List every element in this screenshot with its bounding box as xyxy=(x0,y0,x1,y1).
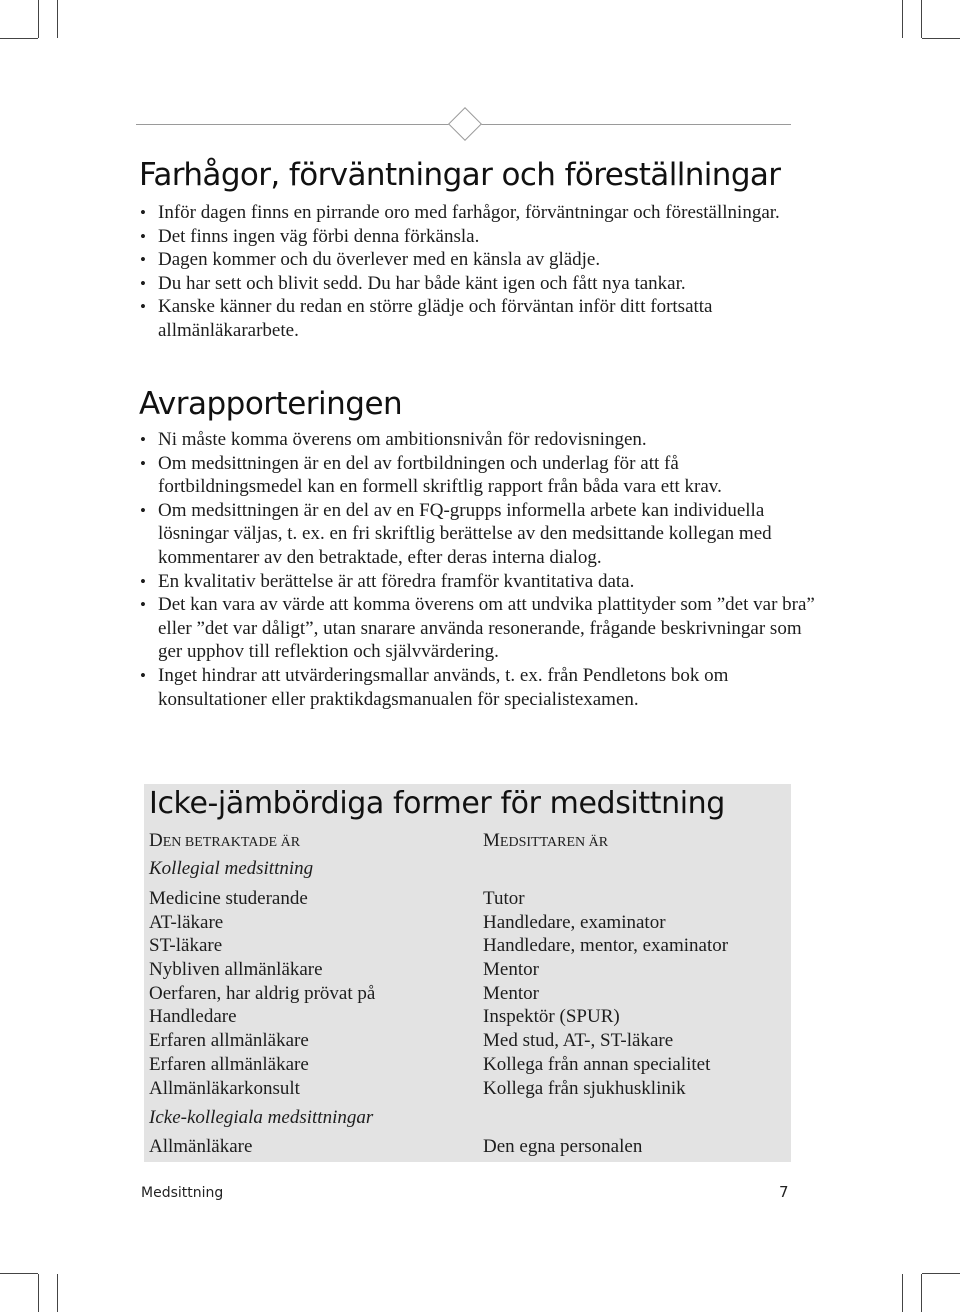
crop-mark xyxy=(57,0,58,38)
section-title-reporting: Avrapporteringen xyxy=(139,386,403,422)
expectations-list xyxy=(139,201,819,343)
reporting-list xyxy=(139,428,819,711)
table-row xyxy=(149,982,789,1006)
list-item: • Om medsittningen är en del av en FQ-grupps informella arbete kan individuella lösningar väljas, t. ex. en fri skriftlig berättelse av den medsittande kollegan med kommentarer av den betraktade, efter deras interna dialog. xyxy=(139,499,819,570)
list-item: • Inför dagen finns en pirrande oro med farhågor, förväntningar och föreställningar. xyxy=(139,201,819,225)
crop-mark xyxy=(38,1274,39,1312)
observed-cell: Erfaren allmänläkare xyxy=(149,1030,309,1052)
page-number: 7 xyxy=(779,1183,789,1201)
crop-mark xyxy=(922,38,960,39)
footer-label: Medsittning xyxy=(141,1185,224,1201)
observed-cell: Allmänläkarkonsult xyxy=(149,1077,300,1099)
list-item: • Inget hindrar att utvärderingsmallar används, t. ex. från Pendletons bok om konsultationer eller praktikdagsmanualen för specialistexamen. xyxy=(139,664,819,711)
crop-mark xyxy=(902,0,903,38)
observer-cell: Handledare, mentor, examinator xyxy=(483,935,729,957)
crop-mark xyxy=(0,38,38,39)
crop-mark xyxy=(921,0,922,38)
list-item: • Det kan vara av värde att komma överens om att undvika plattityder som ”det var bra” eller ”det var dåligt”, utan snarare använda resonerande, frågande beskrivningar som ger upphov till reflektion och självvärdering. xyxy=(139,593,819,664)
list-item: • Du har sett och blivit sedd. Du har både känt igen och fått nya tankar. xyxy=(139,272,819,296)
observer-cell: Den egna personalen xyxy=(483,1136,643,1157)
crop-mark xyxy=(902,1274,903,1312)
observer-cell: Mentor xyxy=(483,982,539,1004)
crop-mark xyxy=(922,1273,960,1274)
list-item: • Om medsittningen är en del av fortbildningen och underlag för att få fortbildningsmedel kan en formell skriftlig rapport från båda vara ett krav. xyxy=(139,452,819,499)
observer-cell: Handledare, examinator xyxy=(483,911,666,933)
box-title: Icke-jämbördiga former för medsittning xyxy=(149,786,725,821)
observer-cell: Inspektör (SPUR) xyxy=(483,1006,620,1028)
column-header-observed xyxy=(149,830,300,852)
observer-cell: Kollega från sjukhusklinik xyxy=(483,1077,686,1099)
observed-cell: AT-läkare xyxy=(149,911,224,933)
crop-mark xyxy=(38,0,39,38)
table-row xyxy=(149,934,789,958)
observer-cell: Tutor xyxy=(483,888,525,909)
observer-cell: Mentor xyxy=(483,959,539,981)
observer-cell: Med stud, AT-, ST-läkare xyxy=(483,1030,674,1052)
table-row xyxy=(149,911,789,935)
column-header-rest: EN BETRAKTADE ÄR xyxy=(162,835,301,850)
table-row xyxy=(149,1077,789,1101)
pairing-table xyxy=(149,887,789,1100)
column-header-initial: D xyxy=(149,830,163,851)
category-noncollegial: Icke-kollegiala medsittningar xyxy=(149,1107,374,1128)
observed-cell: Handledare xyxy=(149,1006,237,1028)
observed-cell: Oerfaren, har aldrig prövat på xyxy=(149,982,376,1004)
category-collegial: Kollegial medsittning xyxy=(149,858,314,879)
section-title-expectations: Farhågor, förväntningar och föreställningar xyxy=(139,157,781,193)
list-item: • En kvalitativ berättelse är att föredra framför kvantitativa data. xyxy=(139,570,819,594)
crop-mark xyxy=(57,1274,58,1312)
observed-cell: ST-läkare xyxy=(149,935,223,957)
list-item: • Dagen kommer och du överlever med en känsla av glädje. xyxy=(139,248,819,272)
table-row xyxy=(149,1005,789,1029)
table-row xyxy=(149,1053,789,1077)
observed-cell: Medicine studerande xyxy=(149,888,308,909)
table-row xyxy=(149,887,789,911)
crop-mark xyxy=(0,1273,38,1274)
list-item: • Ni måste komma överens om ambitionsnivån för redovisningen. xyxy=(139,428,819,452)
observer-cell: Kollega från annan specialitet xyxy=(483,1053,711,1075)
observed-cell: Erfaren allmänläkare xyxy=(149,1053,309,1075)
table-row xyxy=(149,958,789,982)
table-row xyxy=(149,1029,789,1053)
column-header-rest: EDSITTAREN ÄR xyxy=(499,835,609,850)
list-item: • Det finns ingen väg förbi denna förkänsla. xyxy=(139,225,819,249)
list-item: • Kanske känner du redan en större glädje och förväntan inför ditt fortsatta allmänläkararbete. xyxy=(139,295,819,342)
column-header-observer xyxy=(483,830,608,852)
crop-mark xyxy=(921,1274,922,1312)
column-header-initial: M xyxy=(483,830,500,851)
observed-cell: Allmänläkare xyxy=(149,1136,253,1157)
observed-cell: Nybliven allmänläkare xyxy=(149,959,323,981)
diamond-ornament-icon xyxy=(448,107,482,141)
